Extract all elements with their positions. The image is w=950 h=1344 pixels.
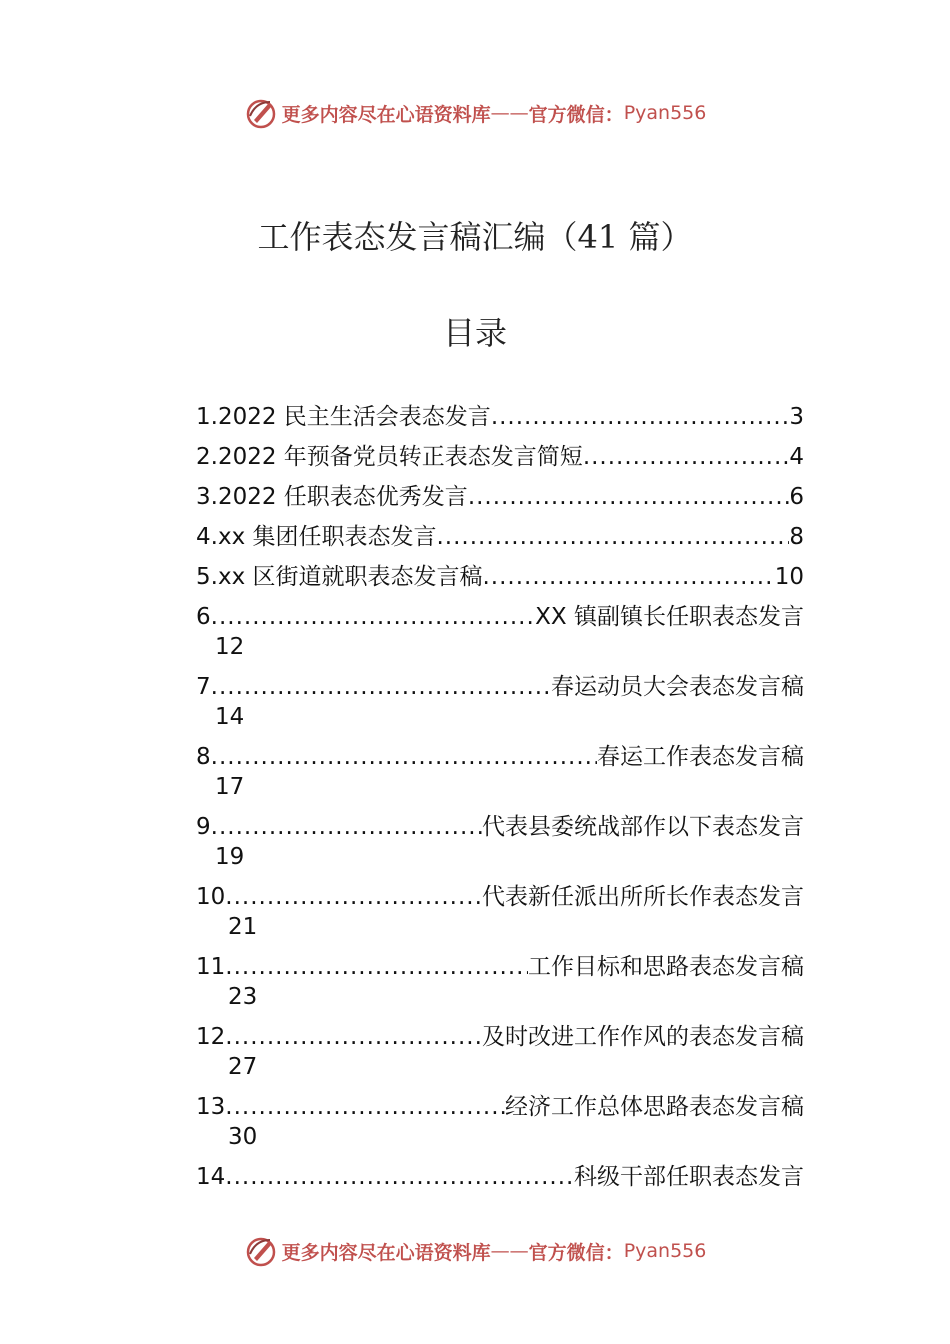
toc-entry-12[interactable] <box>196 1022 804 1092</box>
toc-entry-text: 科级干部任职表态发言 <box>574 1164 804 1190</box>
toc-leader-dots <box>211 742 597 772</box>
toc-leader-dots <box>225 952 528 982</box>
toc-entry-4[interactable] <box>196 522 804 562</box>
toc-entry-page: 17 <box>215 774 245 800</box>
toc-entry-number: 1. <box>196 404 218 430</box>
watermark-wechat-label: 官方微信： <box>528 1241 624 1264</box>
watermark-brand: 更多内容尽在心语资料库 <box>281 1241 491 1264</box>
toc-entry-8[interactable] <box>196 742 804 812</box>
toc-entry-page: 3 <box>789 404 804 430</box>
toc-leader-dots <box>583 442 790 482</box>
toc-entry-text: 代表县委统战部作以下表态发言 <box>482 814 804 840</box>
toc-entry-10[interactable] <box>196 882 804 952</box>
toc-entry-text: 及时改进工作作风的表态发言稿 <box>482 1024 804 1050</box>
toc-entry-text: 2022 年预备党员转正表态发言简短 <box>217 444 583 470</box>
toc-entry-text: 2022 民主生活会表态发言 <box>217 404 491 430</box>
quill-logo-icon <box>244 96 278 130</box>
toc-entry-number: 7 <box>196 674 211 700</box>
toc-entry-number: 10 <box>196 884 226 910</box>
toc-entry-page: 14 <box>215 704 245 730</box>
toc-leader-dots <box>483 562 775 602</box>
watermark-wechat-id: Pyan556 <box>623 1240 707 1262</box>
toc-leader-dots <box>211 672 551 702</box>
toc-entry-11[interactable] <box>196 952 804 1022</box>
toc-leader-dots <box>225 1162 574 1202</box>
toc-entry-number: 6 <box>196 604 211 630</box>
toc-entry-page: 23 <box>228 984 258 1010</box>
toc-entry-7[interactable] <box>196 672 804 742</box>
toc-entry-page: 4 <box>789 444 804 470</box>
toc-entry-number: 8 <box>196 744 211 770</box>
toc-entry-14[interactable] <box>196 1162 804 1202</box>
toc-leader-dots <box>211 602 536 632</box>
toc-entry-text: 春运动员大会表态发言稿 <box>551 674 804 700</box>
toc-entry-9[interactable] <box>196 812 804 882</box>
watermark-header <box>0 96 950 130</box>
toc-entry-number: 14 <box>196 1164 226 1190</box>
toc-entry-text: xx 区街道就职表态发言稿 <box>217 564 483 590</box>
toc-leader-dots <box>468 482 790 522</box>
watermark-separator: —— <box>490 102 529 124</box>
document-title: 工作表态发言稿汇编（41 篇） <box>257 218 693 256</box>
quill-logo-icon <box>244 1234 278 1268</box>
toc-entry-number: 5. <box>196 564 218 590</box>
toc-heading: 目录 <box>442 314 507 352</box>
toc-entry-text: xx 集团任职表态发言 <box>217 524 437 550</box>
toc-entry-page: 6 <box>789 484 804 510</box>
toc-entry-page: 12 <box>215 634 245 660</box>
watermark-wechat-id: Pyan556 <box>623 102 707 124</box>
toc-entry-page: 27 <box>228 1054 258 1080</box>
toc-entry-number: 12 <box>196 1024 226 1050</box>
toc-entry-number: 9 <box>196 814 211 840</box>
toc-entry-13[interactable] <box>196 1092 804 1162</box>
watermark-separator: —— <box>490 1240 529 1262</box>
toc-entry-6[interactable] <box>196 602 804 672</box>
toc-entry-page: 21 <box>228 914 258 940</box>
watermark-wechat-label: 官方微信： <box>528 103 624 126</box>
toc-entry-text: 工作目标和思路表态发言稿 <box>528 954 804 980</box>
toc-entry-1[interactable] <box>196 402 804 442</box>
toc-entry-text: 代表新任派出所所长作表态发言 <box>482 884 804 910</box>
toc-entry-number: 3. <box>196 484 218 510</box>
toc-entry-page: 30 <box>228 1124 258 1150</box>
toc-leader-dots <box>491 402 790 442</box>
toc-entry-number: 13 <box>196 1094 226 1120</box>
toc-entry-number: 4. <box>196 524 218 550</box>
toc-entry-page: 10 <box>774 564 804 590</box>
toc-entry-text: 春运工作表态发言稿 <box>597 744 804 770</box>
table-of-contents <box>196 402 804 1202</box>
toc-leader-dots <box>437 522 790 562</box>
toc-entry-number: 2. <box>196 444 218 470</box>
toc-entry-text: XX 镇副镇长任职表态发言 <box>535 604 804 630</box>
toc-leader-dots <box>211 812 482 842</box>
toc-leader-dots <box>225 882 482 912</box>
toc-entry-text: 经济工作总体思路表态发言稿 <box>505 1094 804 1120</box>
toc-leader-dots <box>225 1092 505 1122</box>
toc-entry-5[interactable] <box>196 562 804 602</box>
toc-entry-3[interactable] <box>196 482 804 522</box>
toc-leader-dots <box>225 1022 482 1052</box>
watermark-brand: 更多内容尽在心语资料库 <box>281 103 491 126</box>
toc-entry-page: 8 <box>789 524 804 550</box>
toc-entry-number: 11 <box>196 954 226 980</box>
toc-entry-text: 2022 任职表态优秀发言 <box>217 484 468 510</box>
watermark-footer <box>0 1234 950 1268</box>
toc-entry-2[interactable] <box>196 442 804 482</box>
toc-entry-page: 19 <box>215 844 245 870</box>
